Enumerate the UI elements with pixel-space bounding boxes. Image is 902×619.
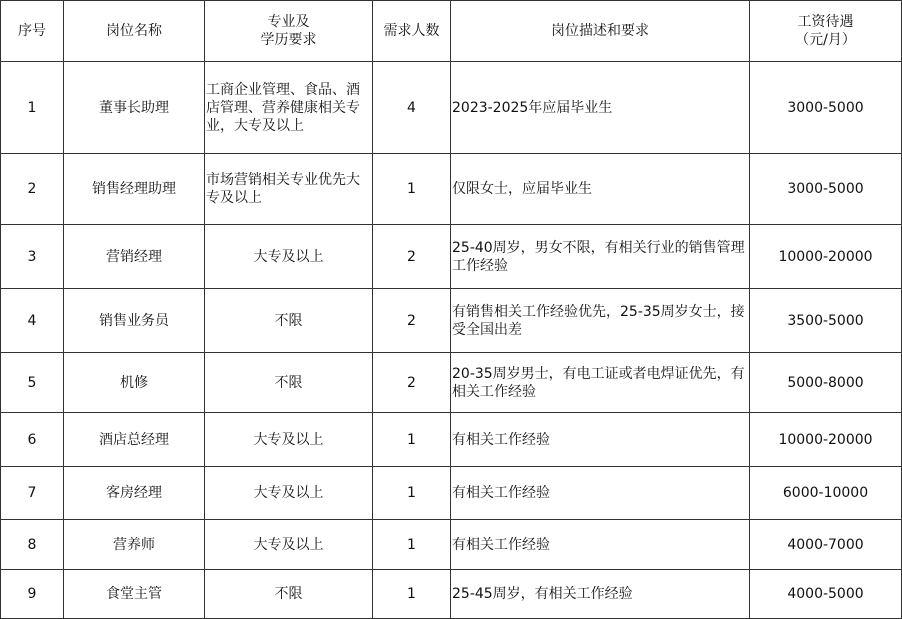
cell-description: 仅限女士，应届毕业生	[451, 154, 750, 225]
header-education: 专业及 学历要求	[205, 1, 373, 62]
cell-index: 4	[1, 289, 64, 353]
cell-description: 有相关工作经验	[451, 467, 750, 520]
table-row	[1, 413, 902, 467]
cell-education: 大专及以上	[205, 413, 373, 467]
cell-count: 2	[373, 289, 451, 353]
cell-salary: 3500-5000	[750, 289, 902, 353]
header-row	[1, 1, 902, 62]
table-row	[1, 154, 902, 225]
cell-salary: 10000-20000	[750, 413, 902, 467]
cell-position: 酒店总经理	[64, 413, 205, 467]
table-row	[1, 467, 902, 520]
cell-position: 销售经理助理	[64, 154, 205, 225]
cell-count: 1	[373, 520, 451, 570]
cell-index: 5	[1, 353, 64, 413]
cell-salary: 3000-5000	[750, 154, 902, 225]
table-row	[1, 62, 902, 154]
cell-description: 20-35周岁男士，有电工证或者电焊证优先，有相关工作经验	[451, 353, 750, 413]
cell-education: 大专及以上	[205, 225, 373, 289]
cell-count: 1	[373, 570, 451, 619]
cell-salary: 4000-7000	[750, 520, 902, 570]
cell-position: 营养师	[64, 520, 205, 570]
cell-count: 2	[373, 353, 451, 413]
cell-salary: 6000-10000	[750, 467, 902, 520]
cell-education: 市场营销相关专业优先大专及以上	[205, 154, 373, 225]
cell-position: 董事长助理	[64, 62, 205, 154]
cell-position: 机修	[64, 353, 205, 413]
cell-description: 25-45周岁，有相关工作经验	[451, 570, 750, 619]
table-row	[1, 353, 902, 413]
cell-index: 6	[1, 413, 64, 467]
table-row	[1, 225, 902, 289]
table-row	[1, 570, 902, 619]
header-description: 岗位描述和要求	[451, 1, 750, 62]
cell-index: 9	[1, 570, 64, 619]
cell-position: 销售业务员	[64, 289, 205, 353]
cell-count: 1	[373, 467, 451, 520]
cell-description: 2023-2025年应届毕业生	[451, 62, 750, 154]
header-salary: 工资待遇 （元/月）	[750, 1, 902, 62]
cell-position: 营销经理	[64, 225, 205, 289]
cell-index: 7	[1, 467, 64, 520]
cell-education: 工商企业管理、食品、酒店管理、营养健康相关专业，大专及以上	[205, 62, 373, 154]
cell-count: 4	[373, 62, 451, 154]
table-row	[1, 289, 902, 353]
cell-index: 8	[1, 520, 64, 570]
cell-index: 1	[1, 62, 64, 154]
table-row	[1, 520, 902, 570]
cell-description: 有相关工作经验	[451, 520, 750, 570]
cell-position: 客房经理	[64, 467, 205, 520]
cell-education: 大专及以上	[205, 467, 373, 520]
cell-count: 2	[373, 225, 451, 289]
cell-index: 2	[1, 154, 64, 225]
header-position: 岗位名称	[64, 1, 205, 62]
cell-description: 有销售相关工作经验优先，25-35周岁女士，接受全国出差	[451, 289, 750, 353]
cell-education: 大专及以上	[205, 520, 373, 570]
cell-education: 不限	[205, 570, 373, 619]
cell-position: 食堂主管	[64, 570, 205, 619]
cell-index: 3	[1, 225, 64, 289]
cell-education: 不限	[205, 353, 373, 413]
cell-description: 25-40周岁，男女不限，有相关行业的销售管理工作经验	[451, 225, 750, 289]
cell-count: 1	[373, 154, 451, 225]
cell-salary: 10000-20000	[750, 225, 902, 289]
cell-salary: 4000-5000	[750, 570, 902, 619]
cell-salary: 5000-8000	[750, 353, 902, 413]
cell-salary: 3000-5000	[750, 62, 902, 154]
header-count: 需求人数	[373, 1, 451, 62]
cell-count: 1	[373, 413, 451, 467]
header-index: 序号	[1, 1, 64, 62]
cell-education: 不限	[205, 289, 373, 353]
cell-description: 有相关工作经验	[451, 413, 750, 467]
